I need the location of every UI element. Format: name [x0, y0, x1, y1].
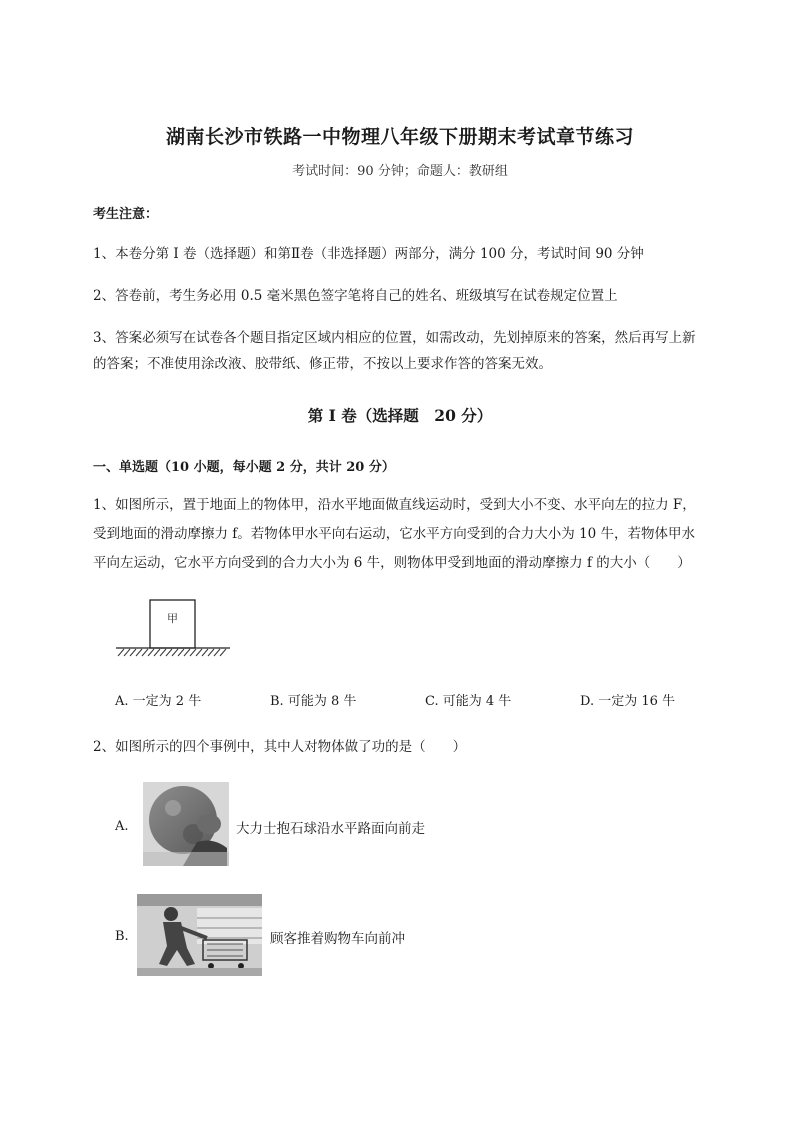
block-label: 甲	[167, 612, 178, 625]
question-1-options	[115, 690, 715, 709]
page-title: 湖南长沙市铁路一中物理八年级下册期末考试章节练习	[165, 126, 634, 148]
question-1-line: 受到地面的滑动摩擦力 f。若物体甲水平向右运动，它水平方向受到的合力大小为 10 牛，若物体甲水	[93, 526, 696, 542]
question-1-line: 平向左运动，它水平方向受到的合力大小为 6 牛，则物体甲受到地面的滑动摩擦力 f 的大小（ ）	[93, 555, 691, 571]
notice-heading: 考生注意：	[93, 207, 159, 222]
ground-hatching	[118, 649, 226, 656]
block-on-ground-figure	[112, 598, 234, 660]
option-c[interactable]: C. 可能为 4 牛	[425, 694, 512, 709]
notice-item-2: 2、答卷前，考生务必用 0.5 毫米黑色签字笔将自己的姓名、班级填写在试卷规定位置上	[93, 288, 618, 304]
section-title: 第 I 卷（选择题 20 分）	[307, 406, 493, 425]
notice-item-1: 1、本卷分第 I 卷（选择题）和第Ⅱ卷（非选择题）两部分，满分 100 分，考试时间 90 分钟	[93, 246, 644, 262]
part-heading: 一、单选题（10 小题，每小题 2 分，共计 20 分）	[93, 460, 395, 475]
shopping-cart-photo	[137, 894, 262, 976]
q2-option-b-label[interactable]: B.	[115, 929, 129, 944]
option-d[interactable]: D. 一定为 16 牛	[580, 694, 676, 709]
strongman-stone-ball-photo	[143, 782, 229, 866]
question-2-stem: 2、如图所示的四个事例中，其中人对物体做了功的是（ ）	[93, 739, 467, 755]
q2-option-a-caption: 大力士抱石球沿水平路面向前走	[236, 821, 425, 837]
option-a[interactable]: A. 一定为 2 牛	[115, 694, 202, 709]
question-1-stem	[93, 491, 718, 578]
exam-subtitle: 考试时间：90 分钟；命题人：教研组	[292, 164, 508, 179]
q2-option-a-label[interactable]: A.	[115, 819, 129, 834]
question-1-line: 1、如图所示，置于地面上的物体甲，沿水平地面做直线运动时，受到大小不变、水平向左的拉力 F，	[93, 497, 696, 513]
option-b[interactable]: B. 可能为 8 牛	[270, 694, 357, 709]
notice-item-3: 3、答案必须写在试卷各个题目指定区域内相应的位置，如需改动，先划掉原来的答案，然后再写上新	[93, 330, 696, 346]
notice-item-3-cont: 的答案；不准使用涂改液、胶带纸、修正带，不按以上要求作答的答案无效。	[93, 356, 552, 372]
q2-option-b-caption: 顾客推着购物车向前冲	[270, 931, 405, 947]
